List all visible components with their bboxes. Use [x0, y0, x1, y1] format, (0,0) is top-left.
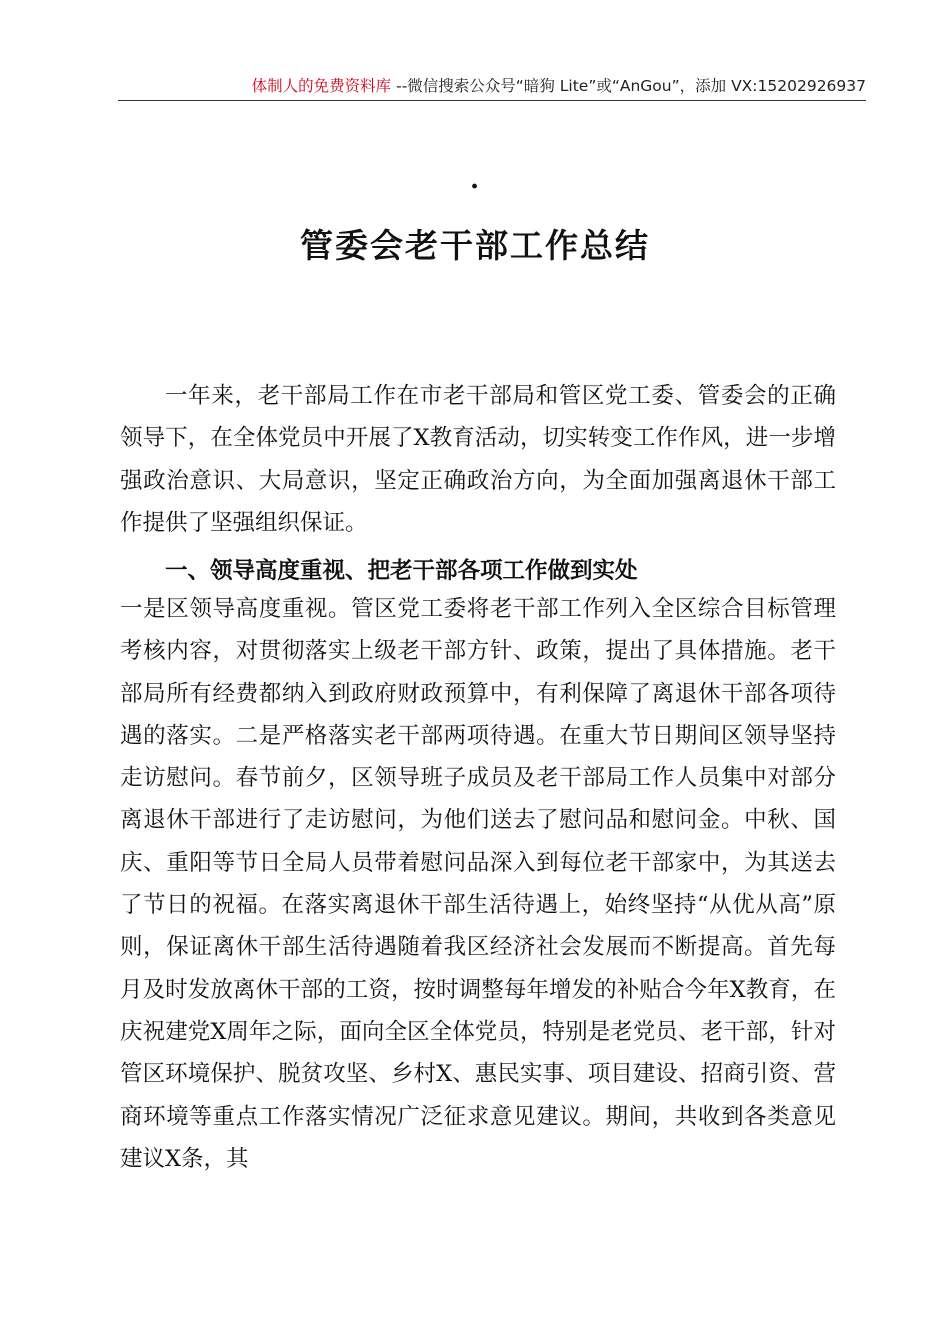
page-header — [118, 76, 866, 101]
title-dot-mark: · — [470, 172, 480, 202]
header-brand-text: 体制人的免费资料库 — [251, 77, 392, 95]
intro-paragraph: 一年来，老干部局工作在市老干部局和管区党工委、管委会的正确领导下，在全体党员中开展了X教育活动，切实转变工作作风，进一步增强政治意识、大局意识，坚定正确政治方向，为全面加强离退休干部工作提供了坚强组织保证。 — [120, 383, 836, 536]
section-heading-1: 一、领导高度重视、把老干部各项工作做到实处 — [165, 558, 638, 584]
document-title: 管委会老干部工作总结 — [300, 226, 650, 265]
header-contact-text: --微信搜索公众号“暗狗 Lite”或“AnGou”，添加 VX:15202926937 — [391, 77, 866, 95]
section-1-paragraph: 一是区领导高度重视。管区党工委将老干部工作列入全区综合目标管理考核内容，对贯彻落实上级老干部方针、政策，提出了具体措施。老干部局所有经费都纳入到政府财政预算中，有利保障了离退休干部各项待遇的落实。二是严格落实老干部两项待遇。在重大节日期间区领导坚持走访慰问。春节前夕，区领导班子成员及老干部局工作人员集中对部分离退休干部进行了走访慰问，为他们送去了慰问品和慰问金。中秋、国庆、重阳等节日全局人员带着慰问品深入到每位老干部家中，为其送去了节日的祝福。在落实离退休干部生活待遇上，始终坚持“从优从高”原则，保证离休干部生活待遇随着我区经济社会发展而不断提高。首先每月及时发放离休干部的工资，按时调整每年增发的补贴合今年X教育，在庆祝建党X周年之际，面向全区全体党员，特别是老党员、老干部，针对管区环境保护、脱贫攻坚、乡村X、惠民实事、项目建设、招商引资、营商环境等重点工作落实情况广泛征求意见建议。期间，共收到各类意见建议X条，其 — [120, 596, 836, 1172]
